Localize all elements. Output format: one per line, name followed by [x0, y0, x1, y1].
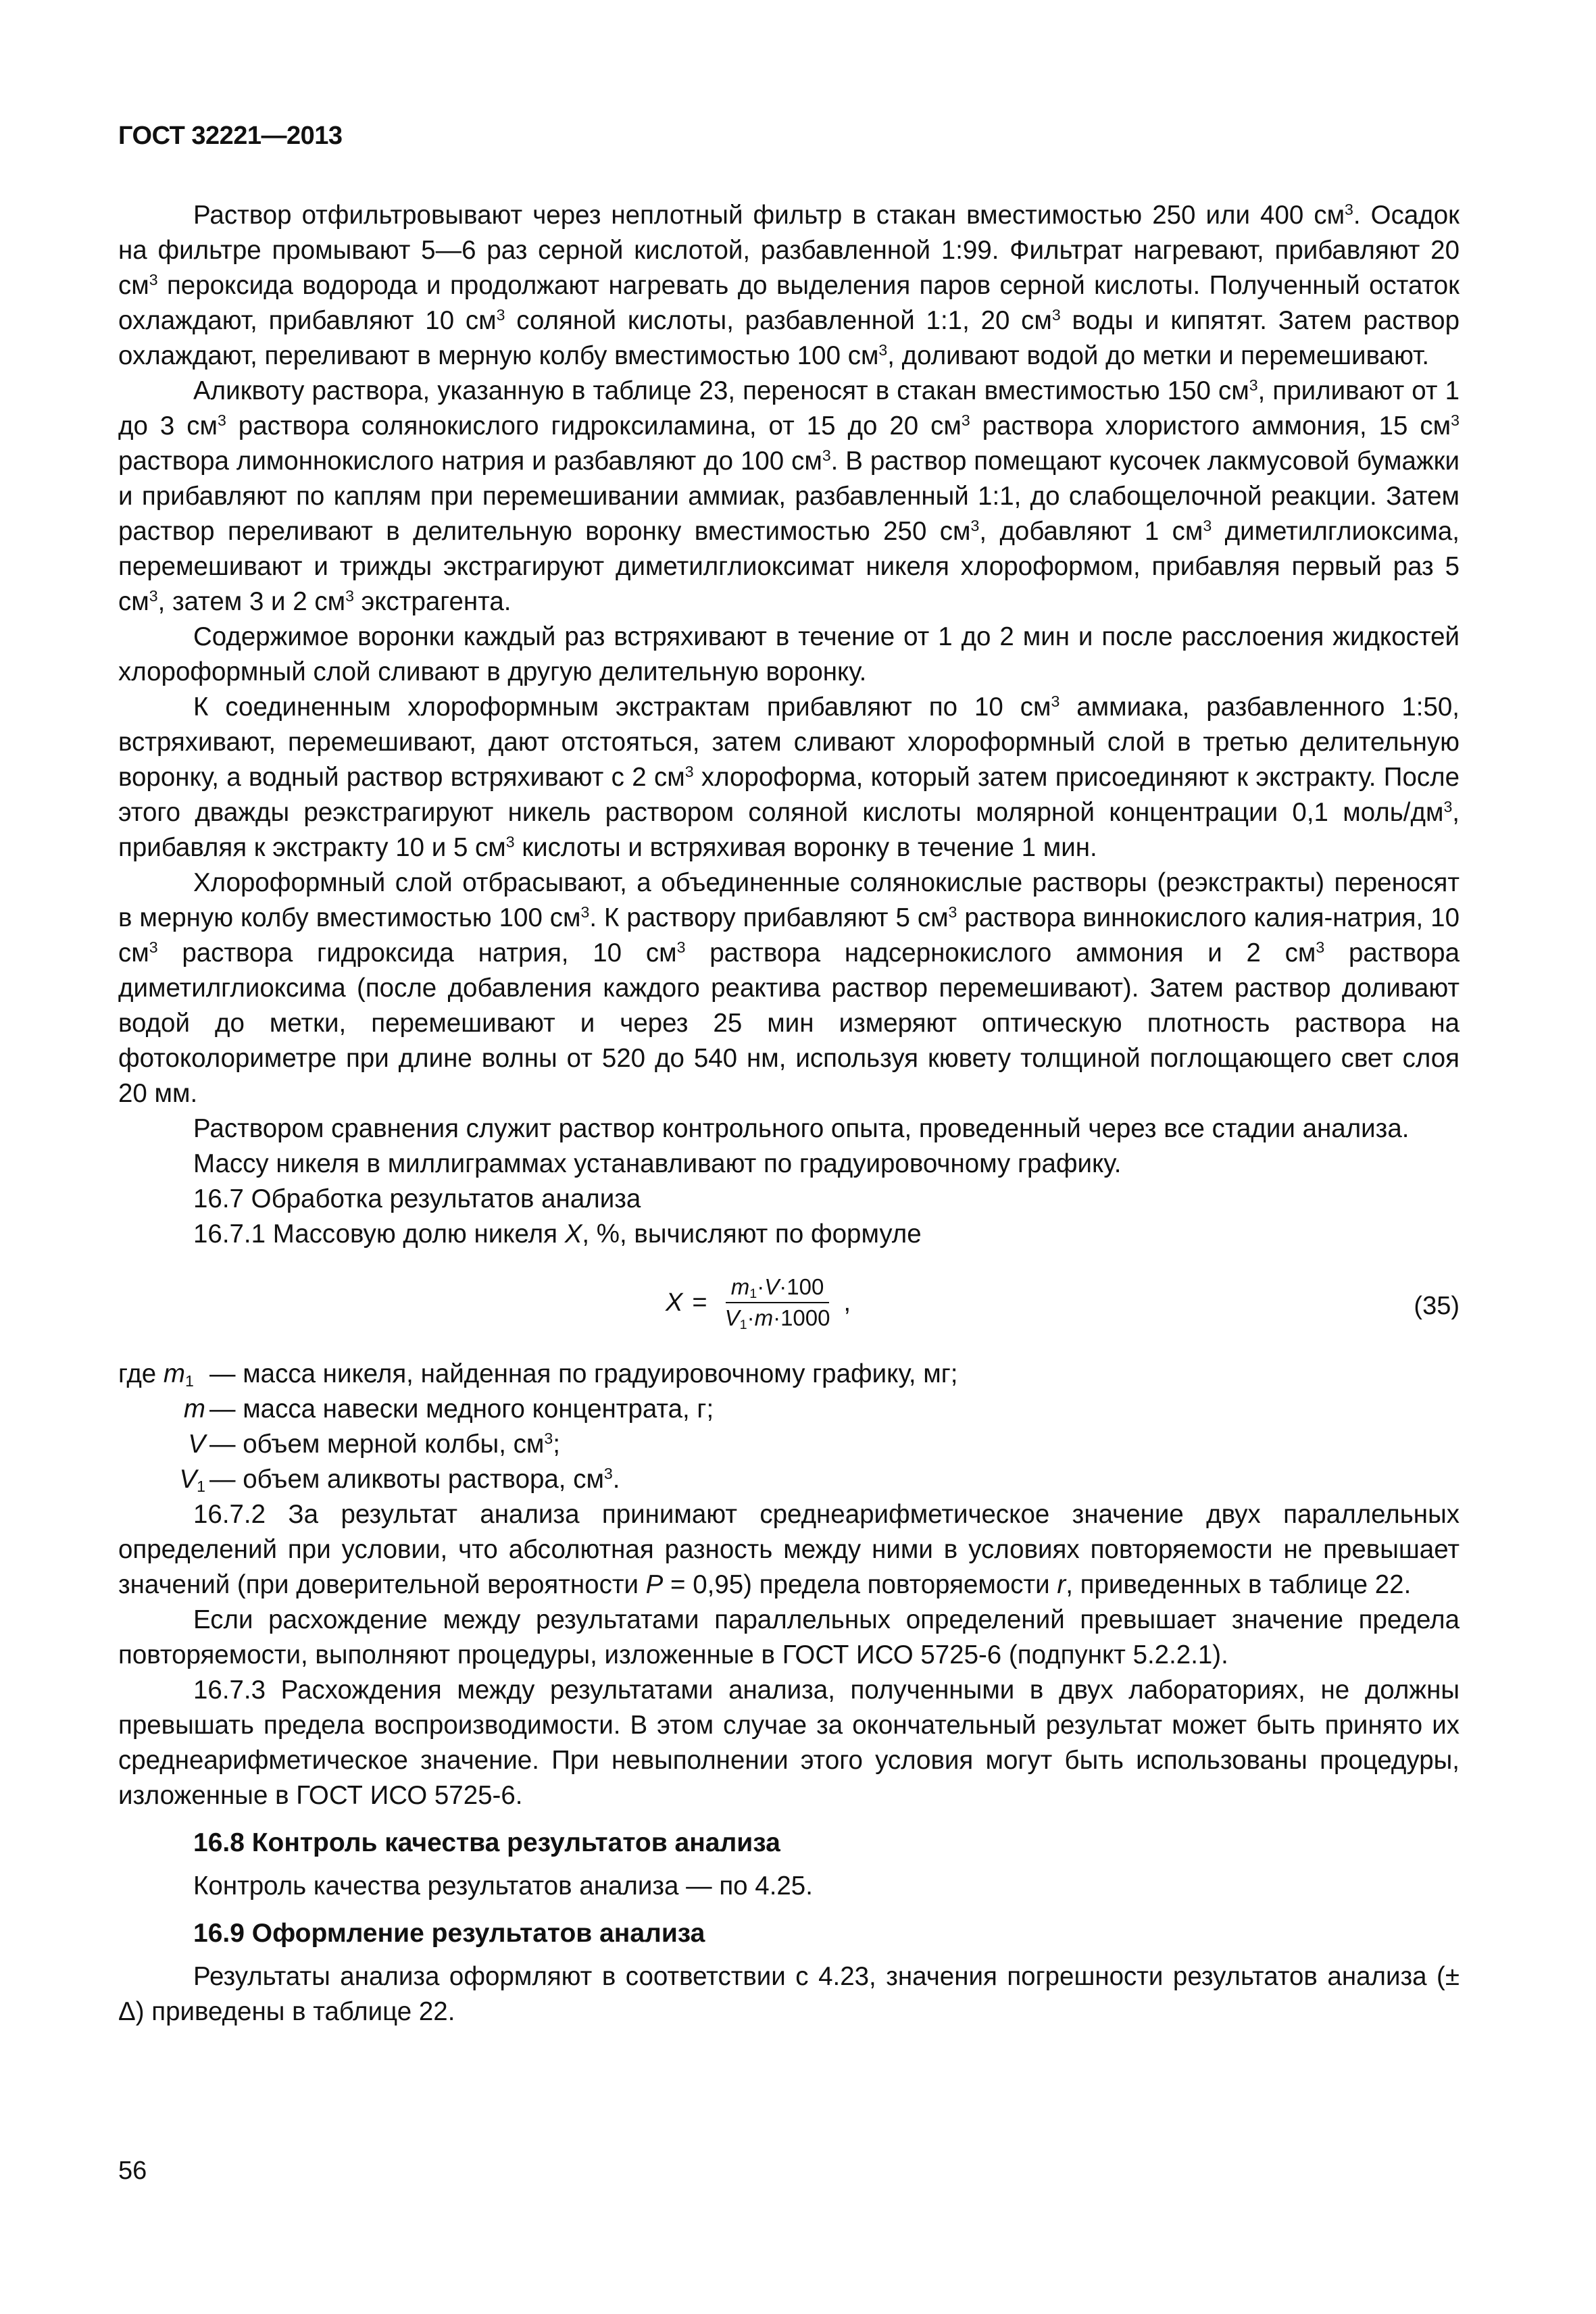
document-body [118, 198, 1460, 2030]
formula-numerator: $m_1\cdot V\cdot 100$ [726, 1274, 830, 1303]
paragraph-results-format: Результаты анализа оформляют в соответствии с 4.23, значения погрешности результатов анализа (± Δ) приведены в таблице 22. [118, 1962, 1460, 2026]
paragraph-16-7-3: 16.7.3 Расхождения между результатами анализа, полученными в двух лабораториях, не должны превышать предела воспроизводимости. В этом случае за окончательный результат может быть принято их среднеарифметическое значение. При невыполнении этого условия могут быть использованы процедуры, изложенные в ГОСТ ИСО 5725-6. [118, 1676, 1460, 1810]
formula-legend [118, 1357, 1460, 1497]
paragraph-16-7-1: 16.7.1 Массовую долю никеля X, %, вычисляют по формуле [193, 1219, 922, 1249]
paragraph-extracts: К соединенным хлороформным экстрактам прибавляют по 10 $см^3$ аммиака, разбавленного 1:50, встряхивают, перемешивают, дают отстояться, затем сливают хлороформный слой в третью делительную воронку, а водный раствор встряхивают с 2 $см^3$ хлороформа, который затем присоединяют к экстракту. После этого дважды реэкстрагируют никель раствором соляной кислоты молярной концентрации 0,1 моль/$дм^3$, прибавляя к экстракту 10 и 5 $см^3$ кислоты и встряхивая воронку в течение 1 мин. [118, 693, 1460, 862]
paragraph-discrepancy: Если расхождение между результатами параллельных определений превышает значение предела повторяемости, выполняют процедуры, изложенные в ГОСТ ИСО 5725-6 (подпункт 5.2.2.1). [118, 1605, 1460, 1669]
paragraph-quality-control: Контроль качества результатов анализа — по 4.25. [193, 1871, 813, 1901]
formula-fraction [720, 1274, 836, 1332]
legend-row-v: V — объем мерной колбы, $см^3$; [188, 1430, 560, 1459]
formula-denominator: $V_1\cdot m\cdot 1000$ [724, 1305, 830, 1332]
formula-35: X = $\frac{m_1\cdot V\cdot 100}{V_1\cdot m\cdot 1000}$ , (35) [666, 1274, 1460, 1332]
standard-header: ГОСТ 32221—2013 [118, 122, 343, 150]
paragraph-aliquot: Аликвоту раствора, указанную в таблице 23, переносят в стакан вместимостью 150 $см^3$, приливают от 1 до 3 $см^3$ раствора солянокислого гидроксиламина, от 15 до 20 $см^3$ раствора хлористого аммония, 15 $см^3$ раствора лимоннокислого натрия и разбавляют до 100 $см^3$. В раствор помещают кусочек лакмусовой бумажки и прибавляют по каплям при перемешивании аммиак, разбавленный 1:1, до слабощелочной реакции. Затем раствор переливают в делительную воронку вместимостью 250 $см^3$, добавляют 1 $см^3$ диметилглиоксима, перемешивают и трижды экстрагируют диметилглиоксимат никеля хлороформом, прибавляя первый раз 5 $см^3$, затем 3 и 2 $см^3$ экстрагента. [118, 376, 1460, 616]
paragraph-reextracts: Хлороформный слой отбрасывают, а объединенные солянокислые растворы (реэкстракты) переносят в мерную колбу вместимостью 100 $см^3$. К раствору прибавляют 5 $см^3$ раствора виннокислого калия-натрия, 10 $см^3$ раствора гидроксида натрия, 10 $см^3$ раствора надсернокислого аммония и 2 $см^3$ раствора диметилглиоксима (после добавления каждого реактива раствор перемешивают). Затем раствор доливают водой до метки, перемешивают и через 25 мин измеряют оптическую плотность раствора на фотоколориметре при длине волны от 520 до 540 нм, используя кювету толщиной поглощающего свет слоя 20 мм. [118, 868, 1460, 1108]
paragraph-shaking: Содержимое воронки каждый раз встряхивают в течение от 1 до 2 мин и после расслоения жидкостей хлороформный слой сливают в другую делительную воронку. [118, 622, 1460, 686]
formula-equals: = [692, 1288, 707, 1317]
paragraph-16-7-2: 16.7.2 За результат анализа принимают среднеарифметическое значение двух параллельных определений при условии, что абсолютная разность между ними в условиях повторяемости не превышает значений (при доверительной вероятности P = 0,95) предела повторяемости r, приведенных в таблице 22. [118, 1500, 1460, 1599]
legend-row-m1: где $m_1$ — масса никеля, найденная по градуировочному графику, мг; [118, 1359, 958, 1390]
paragraph-nickel-mass: Массу никеля в миллиграммах устанавливают по градуировочному графику. [193, 1149, 1122, 1178]
section-heading-16-9: 16.9 Оформление результатов анализа [193, 1919, 705, 1948]
page-number: 56 [118, 2157, 147, 2185]
paragraph-reference-solution: Раствором сравнения служит раствор контрольного опыта, проведенный через все стадии анализа. [193, 1114, 1410, 1143]
formula-lhs: X [666, 1288, 683, 1317]
legend-row-m: m — масса навески медного концентрата, г; [183, 1394, 714, 1424]
legend-row-v1: $V_1$ — объем аликвоты раствора, $см^3$. [179, 1465, 620, 1495]
subsection-16-7: 16.7 Обработка результатов анализа [193, 1184, 641, 1213]
paragraph-filtration: Раствор отфильтровывают через неплотный фильтр в стакан вместимостью 250 или 400 $см^3$. Осадок на фильтре промывают 5—6 раз серной кислотой, разбавленной 1:99. Фильтрат нагревают, прибавляют 20 $см^3$ пероксида водорода и продолжают нагревать до выделения паров серной кислоты. Полученный остаток охлаждают, прибавляют 10 $см^3$ соляной кислоты, разбавленной 1:1, 20 $см^3$ воды и кипятят. Затем раствор охлаждают, переливают в мерную колбу вместимостью 100 $см^3$, доливают водой до метки и перемешивают. [118, 201, 1460, 370]
formula-number: (35) [1414, 1292, 1460, 1320]
section-heading-16-8: 16.8 Контроль качества результатов анализа [193, 1828, 780, 1857]
